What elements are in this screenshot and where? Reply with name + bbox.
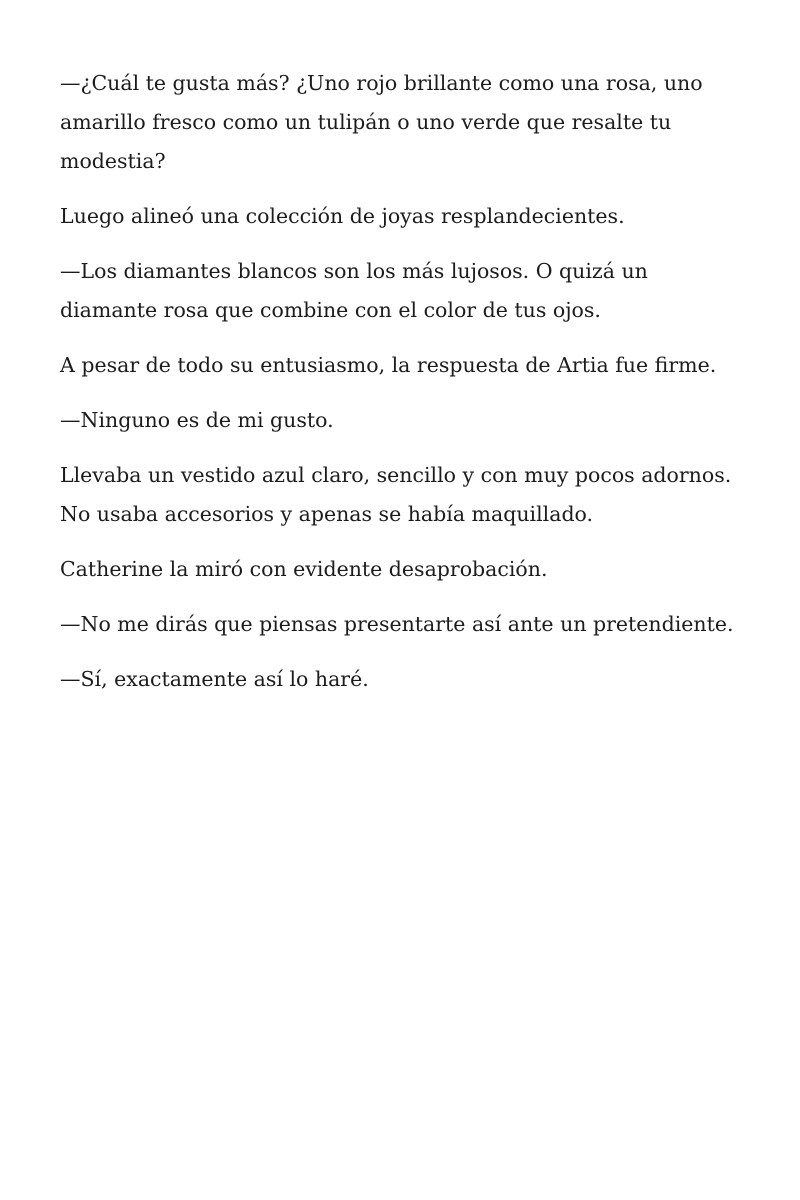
paragraph-1: —¿Cuál te gusta más? ¿Uno rojo brillante como una rosa, uno amarillo fresco como un tulipán o uno verde que resalte tu modestia?: [60, 71, 703, 173]
paragraph-6: Llevaba un vestido azul claro, sencillo y con muy pocos adornos. No usaba accesorios y apenas se había maquillado.: [60, 463, 732, 526]
paragraph-4: A pesar de todo su entusiasmo, la respuesta de Artia fue firme.: [60, 353, 717, 377]
paragraph-9: —Sí, exactamente así lo haré.: [60, 667, 369, 691]
paragraph-8: —No me dirás que piensas presentarte así ante un pretendiente.: [60, 612, 734, 636]
paragraph-3: —Los diamantes blancos son los más lujosos. O quizá un diamante rosa que combine con el color de tus ojos.: [60, 259, 648, 322]
paragraph-5: —Ninguno es de mi gusto.: [60, 408, 334, 432]
document-page: [60, 64, 750, 715]
paragraph-7: Catherine la miró con evidente desaprobación.: [60, 557, 548, 581]
paragraph-2: Luego alineó una colección de joyas resplandecientes.: [60, 204, 625, 228]
